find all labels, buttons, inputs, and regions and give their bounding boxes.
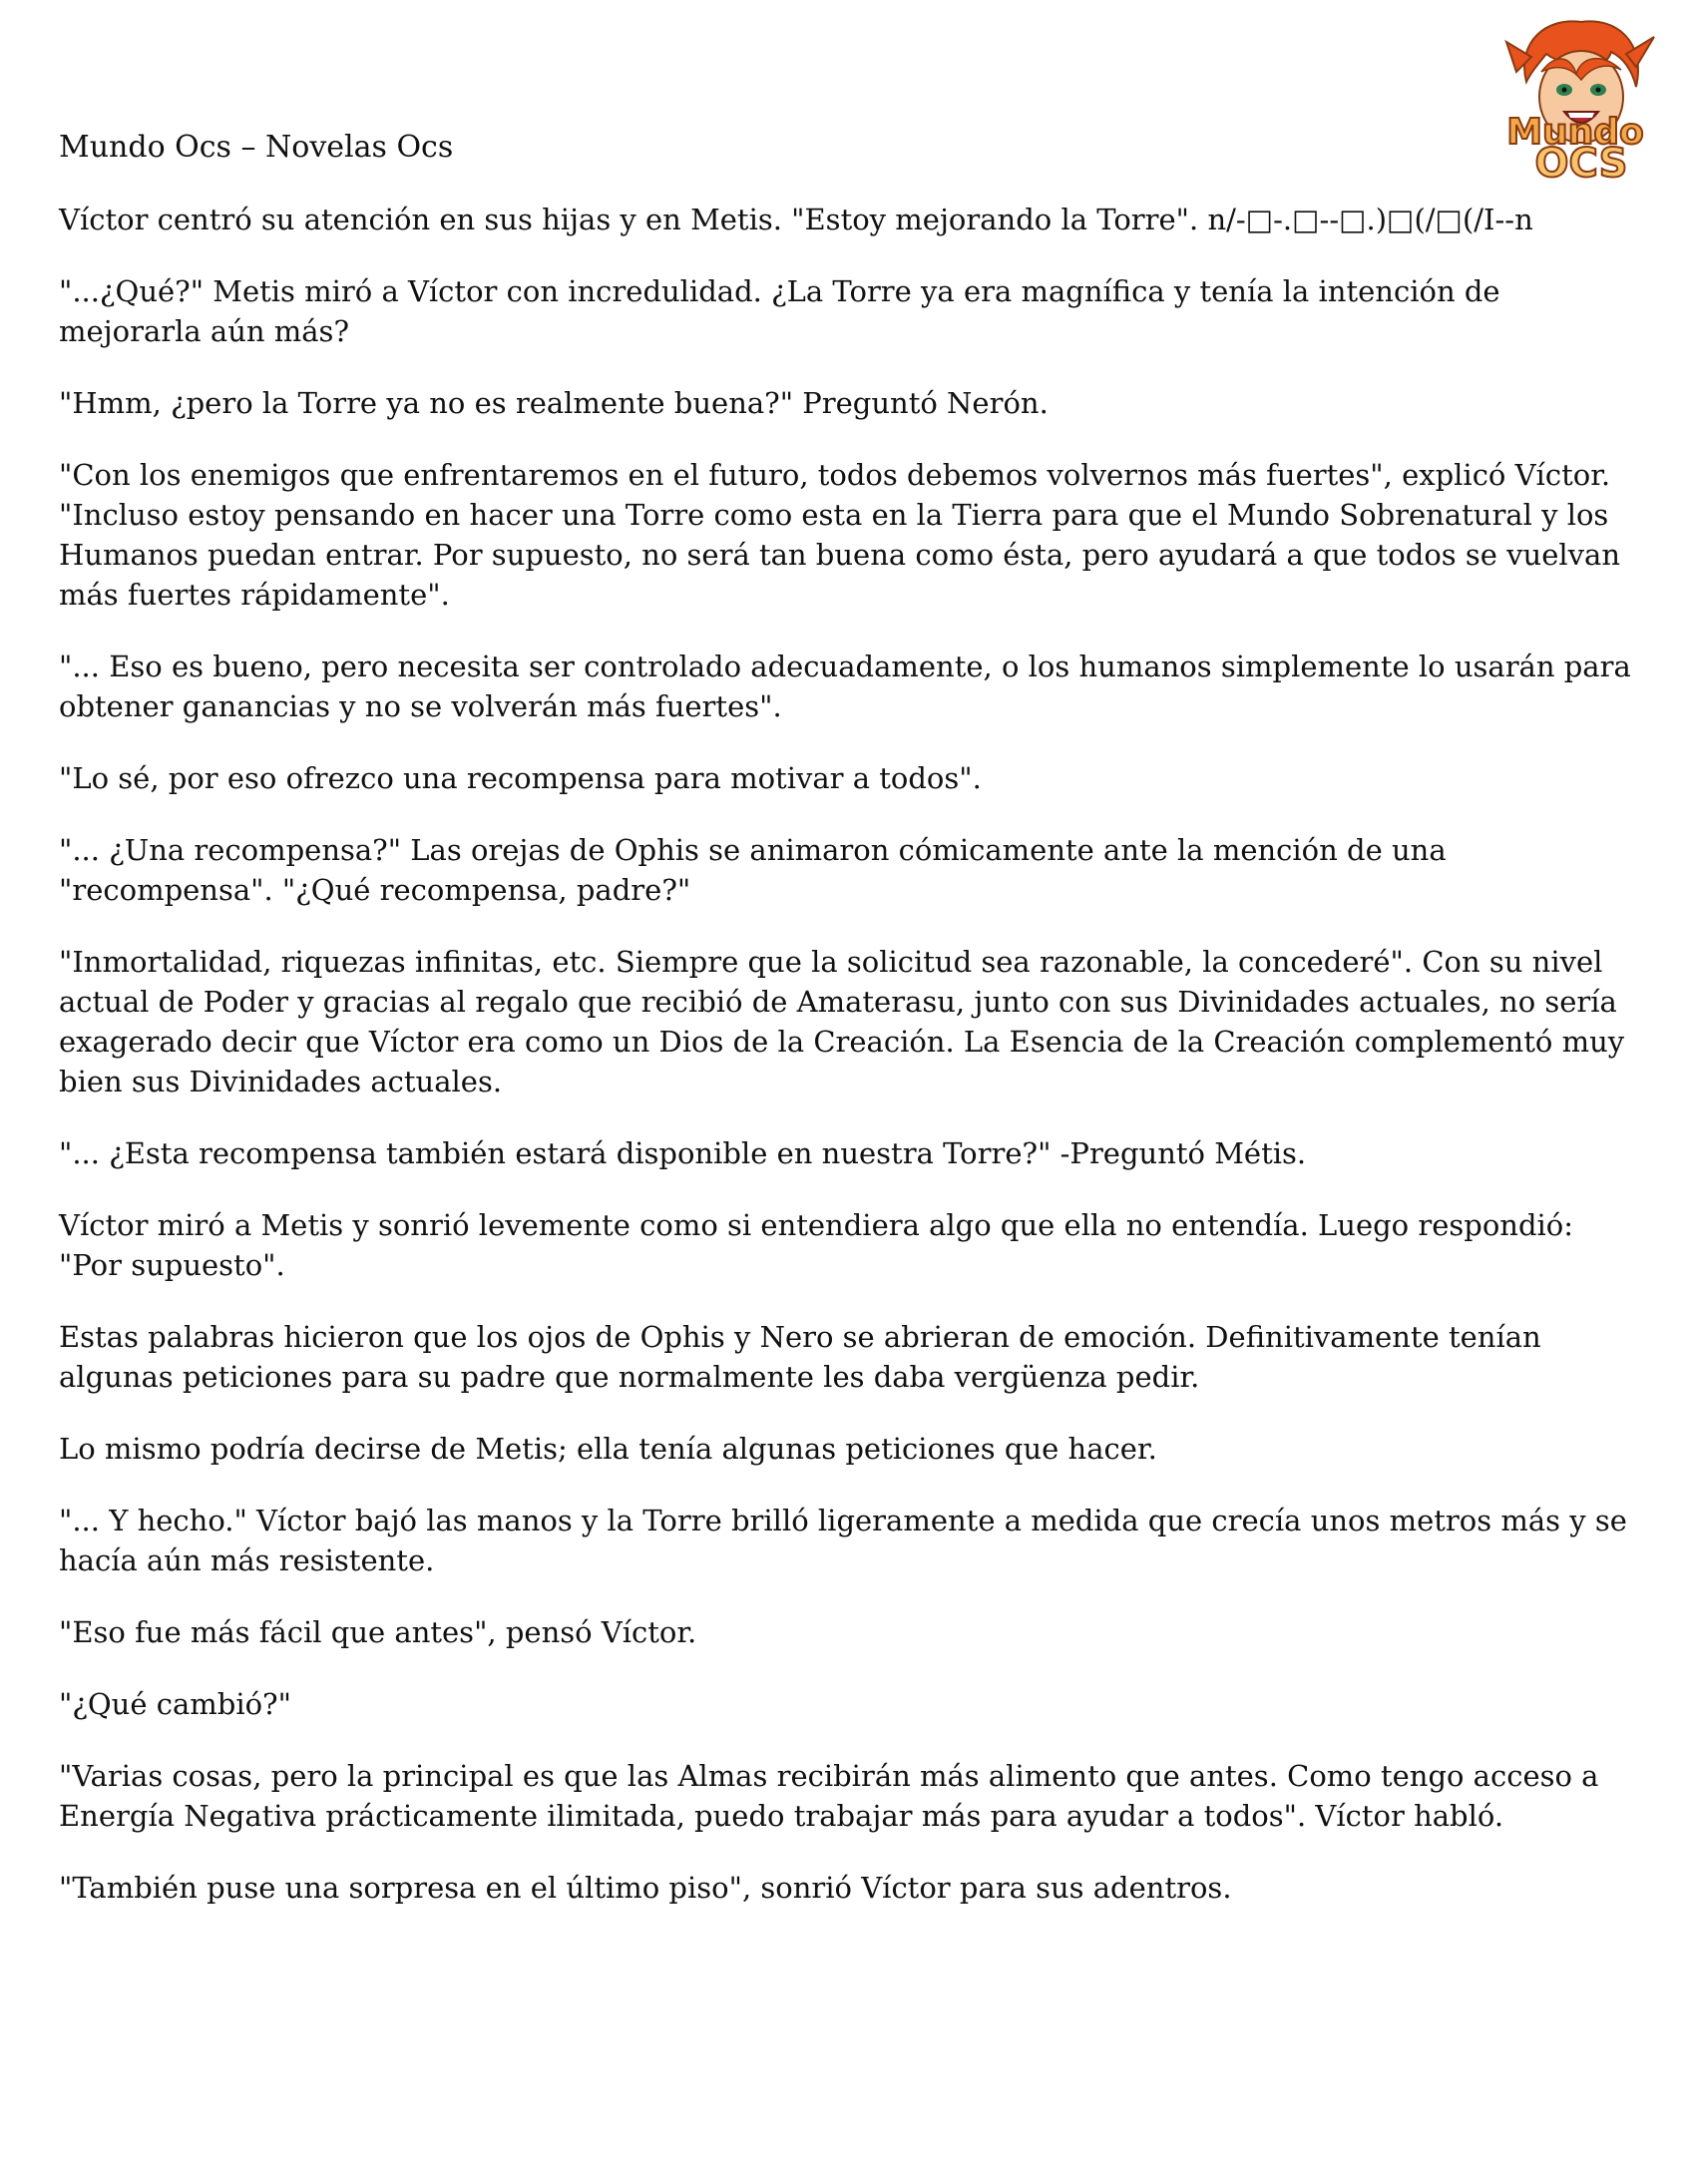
paragraph: "Con los enemigos que enfrentaremos en el futuro, todos debemos volvernos más fuertes", explicó Víctor. "Incluso estoy pensando en hacer una Torre como esta en la Tierra para que el Mundo Sobrenatural y los Humanos puedan entrar. Por supuesto, no será tan buena como ésta, pero ayudará a que todos se vuelvan más fuertes rápidamente". xyxy=(59,458,1620,612)
document-body xyxy=(59,128,1635,1940)
paragraph: Estas palabras hicieron que los ojos de Ophis y Nero se abrieran de emoción. Definitivamente tenían algunas peticiones para su padre que normalmente les daba vergüenza pedir. xyxy=(59,1320,1541,1394)
logo-text-top: Mundo xyxy=(1506,112,1644,153)
paragraph: Víctor miró a Metis y sonrió levemente como si entendiera algo que ella no entendía. Luego respondió: "Por supuesto". xyxy=(59,1208,1574,1282)
paragraph: "... Y hecho." Víctor bajó las manos y la Torre brilló ligeramente a medida que crecía unos metros más y se hacía aún más resistente. xyxy=(59,1504,1627,1577)
paragraph: "También puse una sorpresa en el último piso", sonrió Víctor para sus adentros. xyxy=(59,1871,1232,1905)
paragraph: "¿Qué cambió?" xyxy=(59,1687,291,1721)
paragraph: "... ¿Una recompensa?" Las orejas de Ophis se animaron cómicamente ante la mención de una "recompensa". "¿Qué recompensa, padre?" xyxy=(59,833,1447,907)
logo-text-bottom: OCS xyxy=(1534,141,1628,184)
paragraph: "Eso fue más fácil que antes", pensó Víctor. xyxy=(59,1615,697,1649)
paragraph: "... ¿Esta recompensa también estará disponible en nuestra Torre?" -Preguntó Métis. xyxy=(59,1136,1307,1170)
paragraph: "...¿Qué?" Metis miró a Víctor con incredulidad. ¿La Torre ya era magnífica y tenía la intención de mejorarla aún más? xyxy=(59,274,1500,348)
paragraph: Víctor centró su atención en sus hijas y en Metis. "Estoy mejorando la Torre". n/-□-.□--□.)□(/□(/I--n xyxy=(59,203,1533,236)
paragraph: "... Eso es bueno, pero necesita ser controlado adecuadamente, o los humanos simplemente lo usarán para obtener ganancias y no se volverán más fuertes". xyxy=(59,650,1631,723)
page-header: Mundo Ocs – Novelas Ocs xyxy=(59,130,454,165)
paragraph: "Lo sé, por eso ofrezco una recompensa para motivar a todos". xyxy=(59,761,982,795)
paragraph: "Hmm, ¿pero la Torre ya no es realmente buena?" Preguntó Nerón. xyxy=(59,386,1049,420)
paragraph: "Inmortalidad, riquezas infinitas, etc. Siempre que la solicitud sea razonable, la concederé". Con su nivel actual de Poder y gracias al regalo que recibió de Amaterasu, junto con sus Divinidades actuales, no sería exagerado decir que Víctor era como un Dios de la Creación. La Esencia de la Creación complementó muy bien sus Divinidades actuales. xyxy=(59,945,1625,1098)
paragraph: "Varias cosas, pero la principal es que las Almas recibirán más alimento que antes. Como tengo acceso a Energía Negativa prácticamente ilimitada, puedo trabajar más para ayudar a todos". Víctor habló. xyxy=(59,1759,1599,1833)
paragraph: Lo mismo podría decirse de Metis; ella tenía algunas peticiones que hacer. xyxy=(59,1432,1157,1466)
